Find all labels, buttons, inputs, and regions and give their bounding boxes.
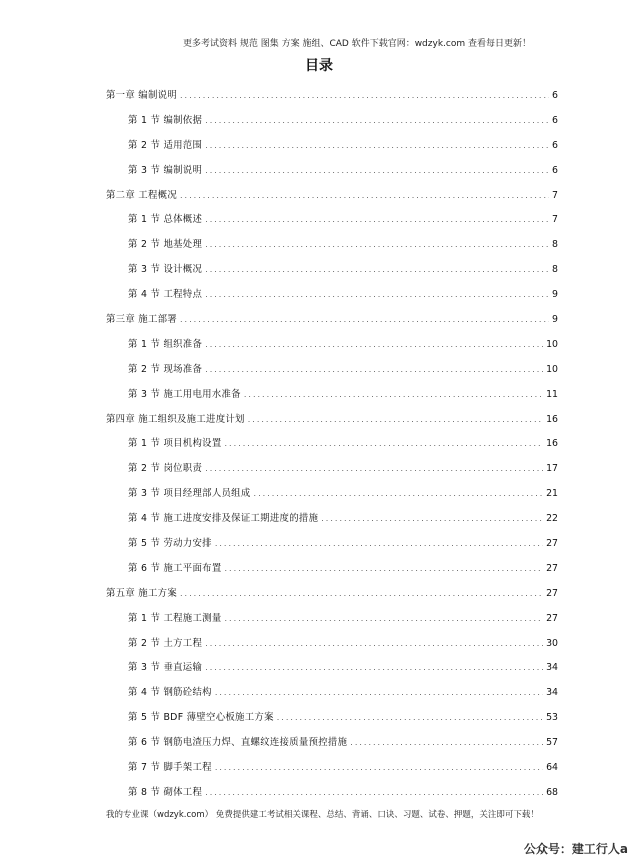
toc-section-row[interactable] [106,235,558,260]
dot-leader [180,86,549,105]
toc-entry-label: 第 2 节 现场准备 [128,363,203,375]
toc-section-row[interactable] [106,385,558,410]
watermark-text: 公众号：建工行人a [523,842,628,856]
dot-leader [205,111,549,130]
toc-page-number: 8 [552,239,558,251]
toc-entry-label: 第 6 节 施工平面布置 [128,562,222,574]
toc-page-number: 27 [546,612,558,624]
toc-section-row[interactable] [106,733,558,758]
dot-leader [277,708,543,727]
dot-leader [180,310,549,329]
toc-chapter-row[interactable] [106,186,558,211]
toc-page-number: 53 [546,712,558,724]
dot-leader [205,161,549,180]
toc-page-number: 8 [552,264,558,276]
toc-section-row[interactable] [106,136,558,161]
toc-page-number: 27 [546,587,558,599]
toc-page-number: 6 [552,164,558,176]
dot-leader [248,410,543,429]
toc-page-number: 9 [552,289,558,301]
dot-leader [244,385,543,404]
toc-page-number: 10 [546,338,558,350]
toc-entry-label: 第 2 节 土方工程 [128,637,203,649]
toc-section-row[interactable] [106,111,558,136]
toc-section-row[interactable] [106,658,558,683]
toc-entry-label: 第 3 节 项目经理部人员组成 [128,488,251,500]
toc-page-number: 34 [546,687,558,699]
toc-section-row[interactable] [106,459,558,484]
toc-chapter-row[interactable] [106,410,558,435]
toc-page-number: 10 [546,363,558,375]
toc-section-row[interactable] [106,758,558,783]
toc-section-row[interactable] [106,360,558,385]
toc-page-number: 9 [552,314,558,326]
toc-entry-label: 第 1 节 编制依据 [128,114,203,126]
toc-page-number: 27 [546,562,558,574]
dot-leader [205,210,549,229]
toc-entry-label: 第 2 节 岗位职责 [128,463,203,475]
toc-entry-label: 第 3 节 设计概况 [128,264,203,276]
toc-section-row[interactable] [106,285,558,310]
toc-page-number: 11 [546,388,558,400]
dot-leader [350,733,543,752]
toc-page-number: 64 [546,762,558,774]
toc-entry-label: 第 2 节 地基处理 [128,239,203,251]
toc-section-row[interactable] [106,559,558,584]
toc-section-row[interactable] [106,683,558,708]
dot-leader [205,658,543,677]
toc-entry-label: 第五章 施工方案 [106,587,178,599]
toc-page-number: 57 [546,737,558,749]
toc-entry-label: 第 1 节 项目机构设置 [128,438,222,450]
dot-leader [225,609,544,628]
header-note: 更多考试资料 规范 图集 方案 施组、CAD 软件下载官网：wdzyk.com 查看每日更新！ [183,39,531,49]
toc-page-number: 30 [546,637,558,649]
toc-entry-label: 第四章 施工组织及施工进度计划 [106,413,245,425]
toc-entry-label: 第 8 节 砌体工程 [128,786,203,798]
dot-leader [205,783,543,802]
dot-leader [254,484,544,503]
dot-leader [205,459,543,478]
toc-entry-label: 第 3 节 施工用电用水准备 [128,388,241,400]
toc-page-number: 17 [546,463,558,475]
toc-page-number: 22 [546,513,558,525]
dot-leader [205,235,549,254]
table-of-contents [106,86,558,808]
toc-entry-label: 第 6 节 钢筋电渣压力焊、直螺纹连接质量预控措施 [128,737,348,749]
toc-page-number: 6 [552,90,558,101]
toc-entry-label: 第 4 节 工程特点 [128,289,203,301]
toc-page-number: 6 [552,114,558,126]
toc-page-number: 7 [552,214,558,226]
toc-section-row[interactable] [106,434,558,459]
toc-entry-label: 第 2 节 适用范围 [128,139,203,151]
dot-leader [215,534,543,553]
dot-leader [321,509,543,528]
toc-entry-label: 第 1 节 组织准备 [128,338,203,350]
dot-leader [215,758,543,777]
toc-page-number: 34 [546,662,558,674]
toc-page-number: 16 [546,413,558,425]
toc-entry-label: 第 3 节 垂直运输 [128,662,203,674]
toc-entry-label: 第 1 节 工程施工测量 [128,612,222,624]
toc-entry-label: 第二章 工程概况 [106,189,178,201]
toc-section-row[interactable] [106,260,558,285]
toc-page-number: 27 [546,538,558,550]
footer-note: 我的专业课（wdzyk.com） 免费提供建工考试相关课程、总结、背诵、口诀、习题、试卷、押题，关注即可下载！ [106,810,539,820]
dot-leader [205,335,543,354]
toc-section-row[interactable] [106,609,558,634]
toc-section-row[interactable] [106,335,558,360]
page-title: 目录 [305,58,333,74]
toc-section-row[interactable] [106,534,558,559]
toc-section-row[interactable] [106,484,558,509]
toc-entry-label: 第 1 节 总体概述 [128,214,203,226]
dot-leader [180,584,543,603]
toc-section-row[interactable] [106,161,558,186]
toc-page-number: 16 [546,438,558,450]
toc-entry-label: 第 3 节 编制说明 [128,164,203,176]
toc-chapter-row[interactable] [106,584,558,609]
dot-leader [205,285,549,304]
toc-page-number: 68 [546,786,558,798]
toc-section-row[interactable] [106,708,558,733]
toc-chapter-row[interactable] [106,86,558,111]
dot-leader [225,434,544,453]
dot-leader [225,559,544,578]
toc-chapter-row[interactable] [106,310,558,335]
toc-entry-label: 第 4 节 钢筋砼结构 [128,687,212,699]
dot-leader [215,683,543,702]
toc-page-number: 21 [546,488,558,500]
toc-entry-label: 第 4 节 施工进度安排及保证工期进度的措施 [128,513,319,525]
dot-leader [205,260,549,279]
toc-entry-label: 第 7 节 脚手架工程 [128,762,212,774]
dot-leader [180,186,549,205]
toc-section-row[interactable] [106,509,558,534]
toc-entry-label: 第 5 节 BDF 薄壁空心板施工方案 [128,712,274,724]
toc-entry-label: 第一章 编制说明 [106,90,178,101]
toc-entry-label: 第 5 节 劳动力安排 [128,538,212,550]
toc-section-row[interactable] [106,210,558,235]
dot-leader [205,360,543,379]
toc-page-number: 6 [552,139,558,151]
toc-section-row[interactable] [106,783,558,808]
toc-section-row[interactable] [106,634,558,659]
toc-page-number: 7 [552,189,558,201]
dot-leader [205,136,549,155]
dot-leader [205,634,543,653]
toc-entry-label: 第三章 施工部署 [106,314,178,326]
